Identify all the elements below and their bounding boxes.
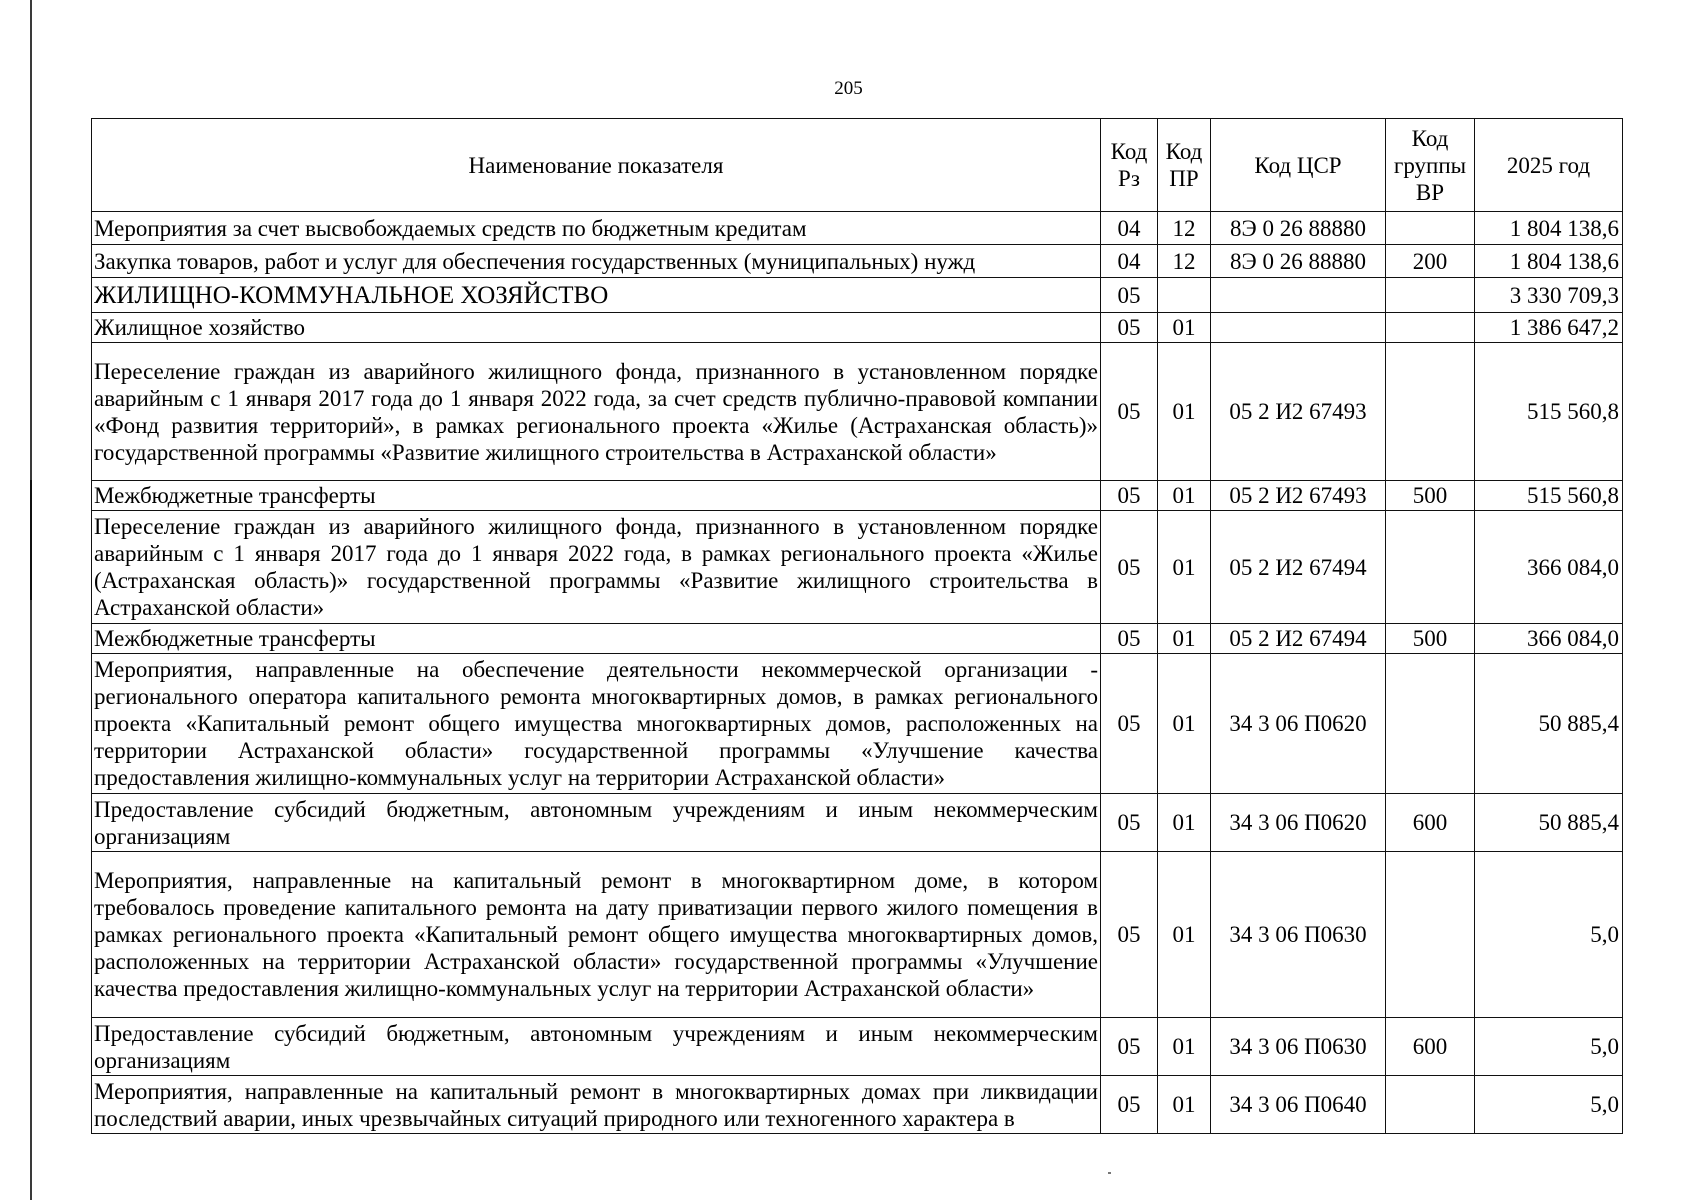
row-amount: 366 084,0: [1475, 511, 1623, 624]
table-row-section: [92, 278, 1623, 313]
table-row: [92, 481, 1623, 511]
row-name: Предоставление субсидий бюджетным, автономным учреждениям и иным некоммерческим организациям: [92, 794, 1101, 852]
binding-edge-mark: [30, 480, 32, 600]
header-pr: Код ПР: [1158, 119, 1211, 212]
row-csr: [1211, 313, 1386, 343]
header-year: 2025 год: [1475, 119, 1623, 212]
row-rz: 05: [1101, 481, 1158, 511]
row-rz: 05: [1101, 654, 1158, 794]
row-pr: [1158, 278, 1211, 313]
row-rz: 05: [1101, 794, 1158, 852]
row-amount: 515 560,8: [1475, 481, 1623, 511]
row-csr: 34 3 06 П0640: [1211, 1076, 1386, 1134]
row-pr: 01: [1158, 313, 1211, 343]
row-rz: 05: [1101, 1018, 1158, 1076]
row-name: ЖИЛИЩНО-КОММУНАЛЬНОЕ ХОЗЯЙСТВО: [92, 278, 1101, 313]
row-amount: 1 804 138,6: [1475, 212, 1623, 245]
row-pr: 01: [1158, 852, 1211, 1018]
table-row: [92, 794, 1623, 852]
row-vr: 500: [1386, 624, 1475, 654]
row-name: Мероприятия, направленные на капитальный ремонт в многоквартирном доме, в котором требовалось проведение капитального ремонта на дату приватизации первого жилого помещения в рамках регионального проекта «Капитальный ремонт общего имущества многоквартирных домов, расположенных на территории Астраханской области» государственной программы «Улучшение качества предоставления жилищно-коммунальных услуг на территории Астраханской области»: [92, 852, 1101, 1018]
row-amount: 515 560,8: [1475, 343, 1623, 481]
row-csr: 05 2 И2 67494: [1211, 624, 1386, 654]
scan-speck: [1108, 1172, 1111, 1174]
row-name: Мероприятия, направленные на капитальный ремонт в многоквартирных домах при ликвидации последствий аварии, иных чрезвычайных ситуаций природного или техногенного характера в: [92, 1076, 1101, 1134]
table-row: [92, 1076, 1623, 1134]
page-number: 205: [834, 78, 863, 99]
row-pr: 12: [1158, 212, 1211, 245]
row-csr: 34 3 06 П0630: [1211, 852, 1386, 1018]
header-vr: Код группы ВР: [1386, 119, 1475, 212]
row-vr: [1386, 511, 1475, 624]
row-csr: 8Э 0 26 88880: [1211, 212, 1386, 245]
row-rz: 05: [1101, 624, 1158, 654]
row-rz: 05: [1101, 852, 1158, 1018]
row-name: Жилищное хозяйство: [92, 313, 1101, 343]
row-vr: [1386, 278, 1475, 313]
table-row: [92, 343, 1623, 481]
row-pr: 01: [1158, 343, 1211, 481]
header-csr: Код ЦСР: [1211, 119, 1386, 212]
budget-table: [91, 118, 1623, 1134]
table-row: [92, 654, 1623, 794]
binding-edge-line: [30, 0, 32, 1200]
row-vr: [1386, 313, 1475, 343]
row-csr: 05 2 И2 67493: [1211, 481, 1386, 511]
row-csr: 05 2 И2 67494: [1211, 511, 1386, 624]
row-pr: 01: [1158, 794, 1211, 852]
row-vr: [1386, 852, 1475, 1018]
row-vr: 500: [1386, 481, 1475, 511]
row-pr: 01: [1158, 1018, 1211, 1076]
row-rz: 05: [1101, 511, 1158, 624]
row-name: Переселение граждан из аварийного жилищного фонда, признанного в установленном порядке аварийным с 1 января 2017 года до 1 января 2022 года, за счет средств публично-правовой компании «Фонд развития территорий», в рамках регионального проекта «Жилье (Астраханская область)» государственной программы «Развитие жилищного строительства в Астраханской области»: [92, 343, 1101, 481]
row-pr: 01: [1158, 654, 1211, 794]
table-row: [92, 624, 1623, 654]
row-name: Мероприятия, направленные на обеспечение деятельности некоммерческой организации - регионального оператора капитального ремонта многоквартирных домов, в рамках регионального проекта «Капитальный ремонт общего имущества многоквартирных домов, расположенных на территории Астраханской области» государственной программы «Улучшение качества предоставления жилищно-коммунальных услуг на территории Астраханской области»: [92, 654, 1101, 794]
header-rz: Код Рз: [1101, 119, 1158, 212]
row-csr: 05 2 И2 67493: [1211, 343, 1386, 481]
row-pr: 01: [1158, 624, 1211, 654]
row-pr: 12: [1158, 245, 1211, 278]
row-vr: [1386, 212, 1475, 245]
table-row: [92, 313, 1623, 343]
table-row: [92, 245, 1623, 278]
row-rz: 04: [1101, 212, 1158, 245]
table-row: [92, 212, 1623, 245]
row-name: Переселение граждан из аварийного жилищного фонда, признанного в установленном порядке аварийным с 1 января 2017 года до 1 января 2022 года, в рамках регионального проекта «Жилье (Астраханская область)» государственной программы «Развитие жилищного строительства в Астраханской области»: [92, 511, 1101, 624]
row-vr: [1386, 1076, 1475, 1134]
row-csr: 34 3 06 П0630: [1211, 1018, 1386, 1076]
row-vr: 600: [1386, 794, 1475, 852]
row-name: Предоставление субсидий бюджетным, автономным учреждениям и иным некоммерческим организациям: [92, 1018, 1101, 1076]
row-name: Мероприятия за счет высвобождаемых средств по бюджетным кредитам: [92, 212, 1101, 245]
row-vr: 200: [1386, 245, 1475, 278]
row-csr: 34 3 06 П0620: [1211, 794, 1386, 852]
row-vr: 600: [1386, 1018, 1475, 1076]
row-name: Межбюджетные трансферты: [92, 481, 1101, 511]
row-rz: 04: [1101, 245, 1158, 278]
table-row: [92, 511, 1623, 624]
row-csr: [1211, 278, 1386, 313]
row-amount: 5,0: [1475, 852, 1623, 1018]
row-csr: 8Э 0 26 88880: [1211, 245, 1386, 278]
row-rz: 05: [1101, 278, 1158, 313]
row-rz: 05: [1101, 343, 1158, 481]
row-amount: 1 386 647,2: [1475, 313, 1623, 343]
table-header-row: [92, 119, 1623, 212]
row-name: Закупка товаров, работ и услуг для обеспечения государственных (муниципальных) нужд: [92, 245, 1101, 278]
header-name: Наименование показателя: [92, 119, 1101, 212]
row-name: Межбюджетные трансферты: [92, 624, 1101, 654]
row-rz: 05: [1101, 313, 1158, 343]
row-amount: 50 885,4: [1475, 794, 1623, 852]
row-amount: 50 885,4: [1475, 654, 1623, 794]
row-pr: 01: [1158, 511, 1211, 624]
row-pr: 01: [1158, 1076, 1211, 1134]
table-row: [92, 852, 1623, 1018]
row-pr: 01: [1158, 481, 1211, 511]
row-vr: [1386, 654, 1475, 794]
row-rz: 05: [1101, 1076, 1158, 1134]
row-amount: 1 804 138,6: [1475, 245, 1623, 278]
row-amount: 5,0: [1475, 1076, 1623, 1134]
row-csr: 34 3 06 П0620: [1211, 654, 1386, 794]
row-amount: 366 084,0: [1475, 624, 1623, 654]
row-amount: 5,0: [1475, 1018, 1623, 1076]
row-amount: 3 330 709,3: [1475, 278, 1623, 313]
table-row: [92, 1018, 1623, 1076]
row-vr: [1386, 343, 1475, 481]
budget-table-container: [91, 118, 1622, 1134]
